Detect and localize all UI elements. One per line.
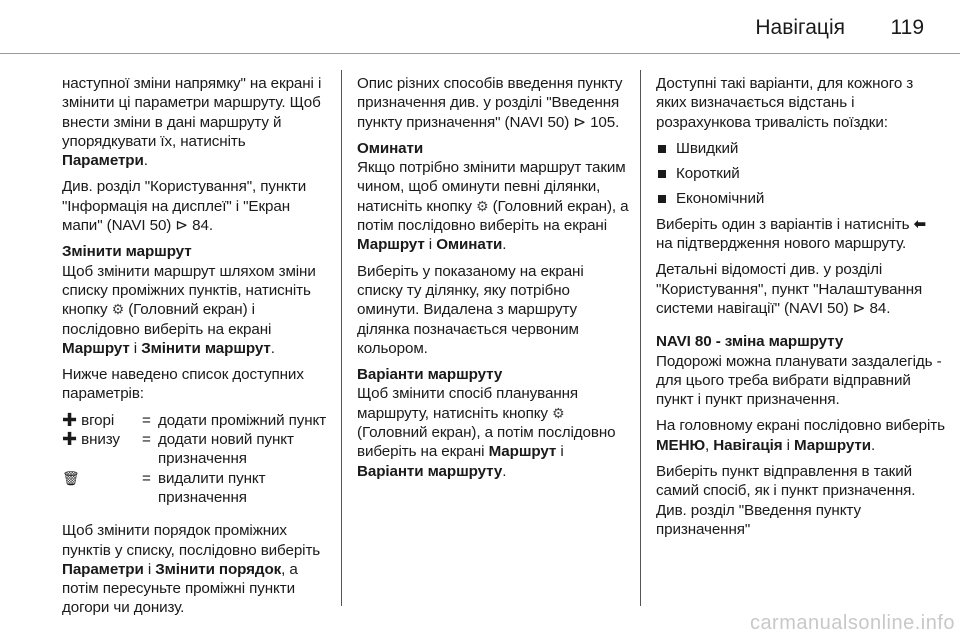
section-heading: Оминати	[357, 139, 424, 157]
paragraph: На головному екрані послідовно виберіть МЕНЮ, Навігація і Маршрути.	[656, 417, 945, 454]
bullet-square-icon	[658, 195, 666, 203]
watermark: carmanualsonline.info	[749, 612, 955, 634]
column-2	[357, 74, 632, 488]
page-number: 119	[890, 16, 924, 39]
paragraph: Виберіть один з варіантів і натисніть ⬅ на підтвердження нового маршруту.	[656, 215, 927, 253]
options-table	[62, 411, 334, 507]
list-item: Економічний	[656, 189, 946, 208]
paragraph: Опис різних способів введення пункту призначення див. у розділі "Введення пункту призначення" (NAVI 50) ⊳ 105.	[357, 75, 623, 131]
page-ref-arrow-icon: ⊳	[573, 113, 586, 131]
section: Оминати Якщо потрібно змінити маршрут таким чином, щоб оминути певні ділянки, натисніть кнопку ⚙ (Головний екран), а потім послідовно виберіть на екрані Маршрут і Оминати.	[357, 139, 632, 255]
paragraph: Виберіть у показаному на екрані списку ту ділянку, яку потрібно оминути. Видалена з маршруту ділянка позначається червоним кольором.	[357, 262, 584, 357]
trash-icon: 🗑	[62, 469, 80, 486]
paragraph: Див. розділ "Користування", пункти "Інформація на дисплеї" і "Екран мапи" (NAVI 50) ⊳ 84.	[62, 178, 307, 235]
column-1	[62, 74, 334, 625]
home-gear-icon: ⚙	[111, 301, 125, 318]
section-heading: NAVI 80 - зміна маршруту	[656, 333, 844, 351]
paragraph: Детальні відомості див. у розділі "Користування", пункт "Налаштування системи навігації" (NAVI 50) ⊳ 84.	[656, 261, 923, 317]
paragraph: Щоб змінити порядок проміжних пунктів у списку, послідовно виберіть Параметри і Змінити порядок, а потім пересуньте проміжні пункти догори чи донизу.	[62, 522, 321, 617]
page-ref-arrow-icon: ⊳	[852, 299, 866, 317]
column-divider-1	[341, 70, 342, 606]
bullet-square-icon	[658, 145, 666, 153]
list-item: Швидкий	[656, 139, 946, 158]
page-ref-arrow-icon: ⊳	[175, 217, 189, 235]
column-divider-2	[640, 70, 641, 606]
section-heading: Змінити маршрут	[62, 243, 192, 261]
paragraph: Нижче наведено список доступних параметрів:	[62, 366, 304, 403]
home-gear-icon: ⚙	[552, 404, 565, 421]
table-row: 🗑 = видалити пункт призначення	[62, 469, 266, 506]
column-3	[656, 74, 946, 546]
page-title: Навігація	[755, 16, 845, 39]
section: Варіанти маршруту Щоб змінити спосіб планування маршруту, натисніть кнопку ⚙ (Головний екран), а потім послідовно виберіть на екрані Маршрут і Варіанти маршруту.	[357, 365, 632, 481]
route-options-list	[656, 139, 946, 209]
section: Змінити маршрут Щоб змінити маршрут шляхом зміни списку проміжних пунктів, натисніть кнопку ⚙ (Головний екран) і послідовно виберіть на екрані Маршрут і Змінити маршрут.	[62, 242, 334, 358]
plus-icon: ✚	[62, 429, 77, 450]
paragraph: Виберіть пункт відправлення в такий самий спосіб, як і пункт призначення. Див. розділ "Введення пункту призначення"	[656, 463, 916, 538]
list-item: Короткий	[656, 164, 946, 183]
plus-icon: ✚	[62, 409, 77, 430]
table-row: ✚ вгорі = додати проміжний пункт	[62, 409, 327, 430]
back-arrow-icon: ⬅	[913, 215, 927, 233]
paragraph: наступної зміни напрямку" на екрані і змінити ці параметри маршруту. Щоб внести зміни в дані маршруту й упорядкувати їх, натисніть Параметри.	[62, 75, 322, 170]
header-divider	[0, 53, 960, 54]
section: NAVI 80 - зміна маршруту Подорожі можна планувати заздалегідь - для цього треба вибрати відправний пункт і пункт призначення.	[656, 332, 946, 409]
table-row: ✚ внизу = додати новий пункт призначення	[62, 429, 294, 468]
menu-term: Параметри	[62, 152, 144, 170]
paragraph: Доступні такі варіанти, для кожного з яких визначається відстань і розрахунковa тривалість поїздки:	[656, 75, 914, 131]
bullet-square-icon	[658, 170, 666, 178]
section-heading: Варіанти маршруту	[357, 366, 503, 384]
home-gear-icon: ⚙	[476, 197, 489, 214]
